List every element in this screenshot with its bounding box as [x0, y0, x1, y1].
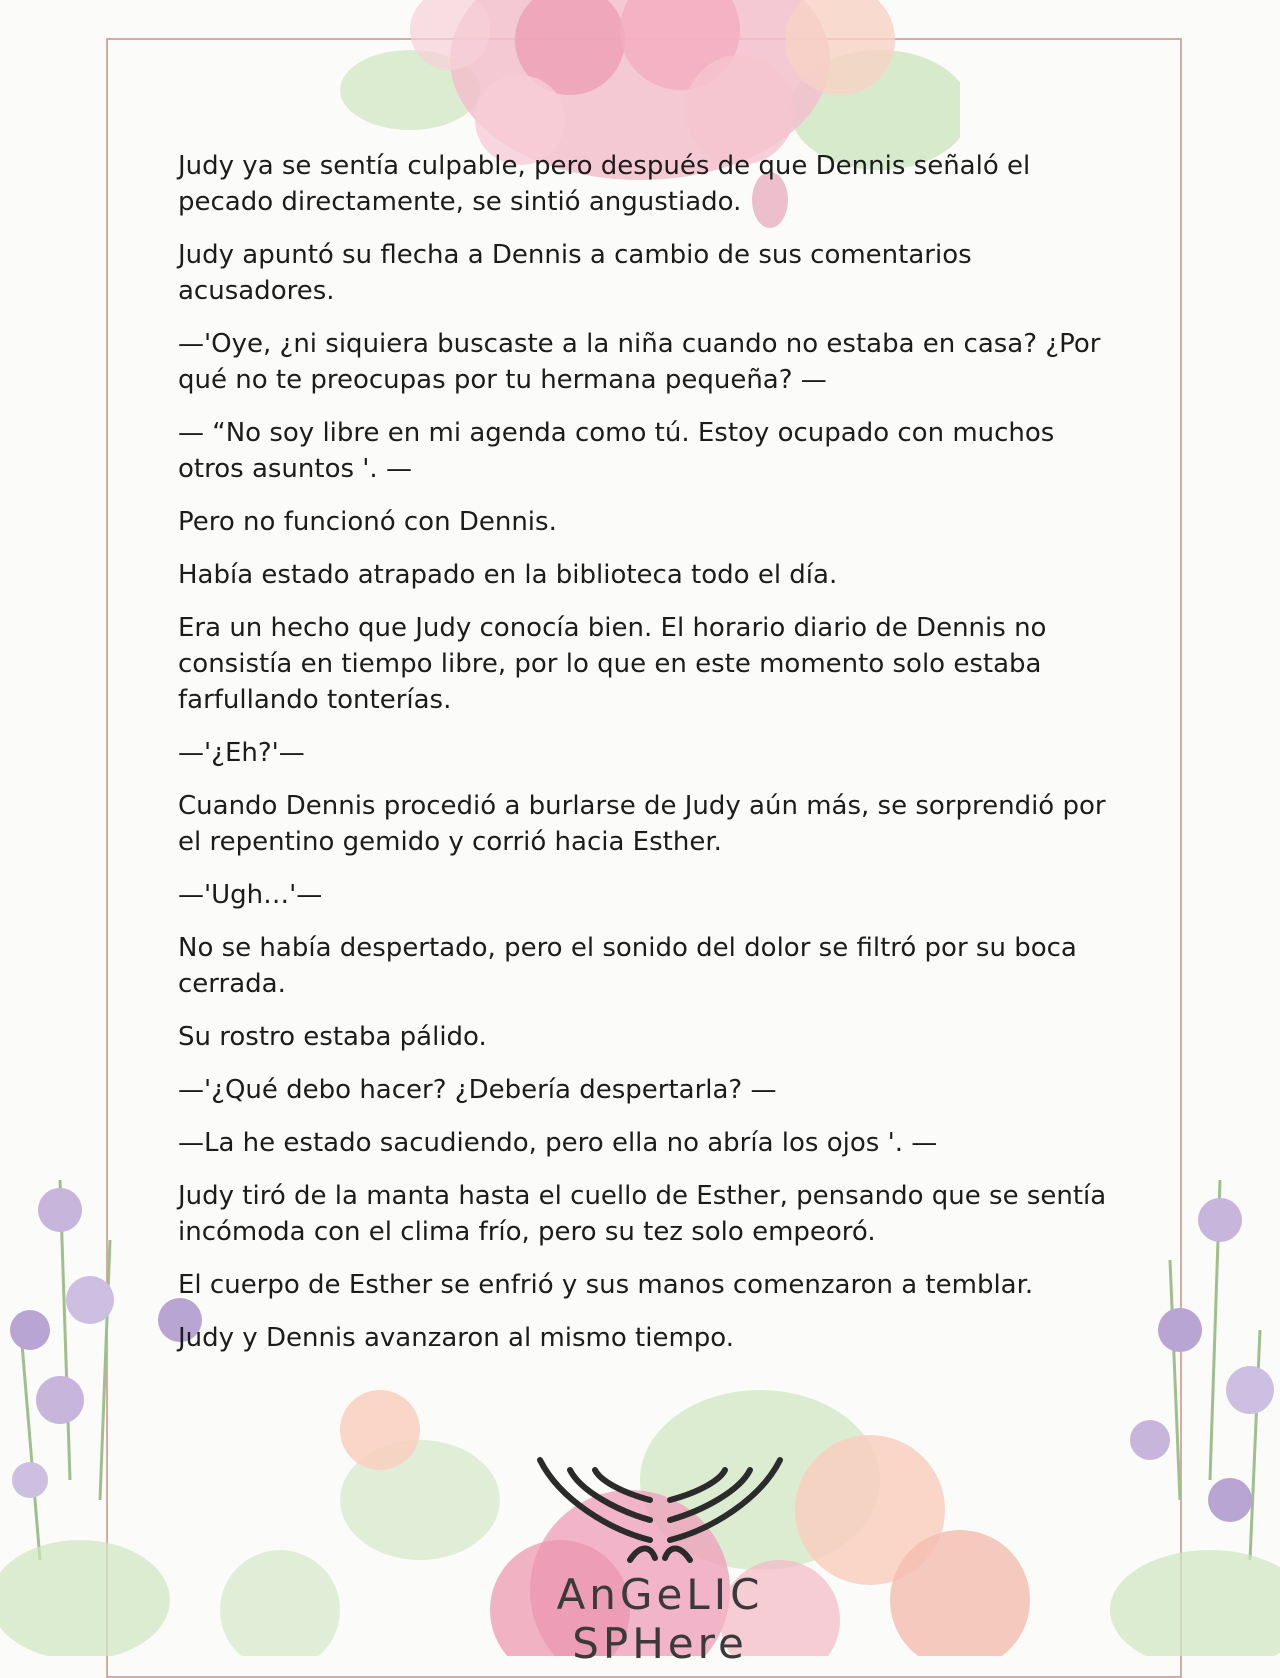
paragraph: Su rostro estaba pálido.	[178, 1022, 487, 1052]
paragraph: Era un hecho que Judy conocía bien. El horario diario de Dennis no consistía en tiempo libre, por lo que en este momento solo estaba farfullando tonterías.	[178, 613, 1047, 715]
paragraph: — “No soy libre en mi agenda como tú. Estoy ocupado con muchos otros asuntos '. —	[178, 418, 1055, 484]
publisher-logo	[490, 1440, 830, 1668]
paragraph: Había estado atrapado en la biblioteca todo el día.	[178, 560, 838, 590]
paragraph: —'¿Eh?'—	[178, 738, 305, 768]
paragraph: —'¿Qué debo hacer? ¿Debería despertarla? —	[178, 1075, 777, 1105]
logo-text: AnGeLIC SPHere	[556, 1570, 764, 1668]
paragraph: Judy tiró de la manta hasta el cuello de Esther, pensando que se sentía incómoda con el clima frío, pero su tez solo empeoró.	[178, 1181, 1107, 1247]
chapter-text	[178, 148, 1118, 1373]
paragraph: Cuando Dennis procedió a burlarse de Judy aún más, se sorprendió por el repentino gemido y corrió hacia Esther.	[178, 791, 1106, 857]
paragraph: Judy y Dennis avanzaron al mismo tiempo.	[178, 1323, 735, 1353]
paragraph: —'Ugh…'—	[178, 880, 323, 910]
paragraph: —'Oye, ¿ni siquiera buscaste a la niña cuando no estaba en casa? ¿Por qué no te preocupas por tu hermana pequeña? —	[178, 329, 1101, 395]
paragraph: No se había despertado, pero el sonido del dolor se filtró por su boca cerrada.	[178, 933, 1077, 999]
paragraph: Judy ya se sentía culpable, pero después de que Dennis señaló el pecado directamente, se sintió angustiado.	[178, 151, 1031, 217]
paragraph: —La he estado sacudiendo, pero ella no abría los ojos '. —	[178, 1128, 938, 1158]
paragraph: Judy apuntó su flecha a Dennis a cambio de sus comentarios acusadores.	[178, 240, 972, 306]
angel-wings-icon	[490, 1440, 830, 1570]
paragraph: El cuerpo de Esther se enfrió y sus manos comenzaron a temblar.	[178, 1270, 1034, 1300]
paragraph: Pero no funcionó con Dennis.	[178, 507, 557, 537]
